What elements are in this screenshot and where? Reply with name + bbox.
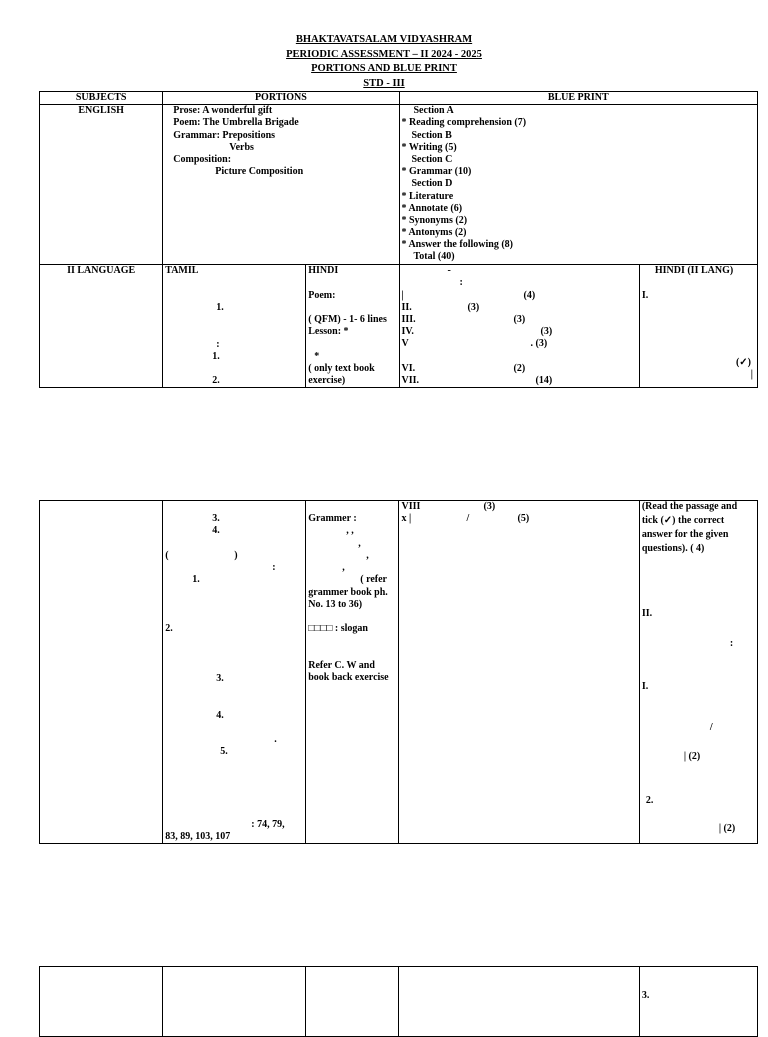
tamil-bp-r1-marks: (4) <box>523 289 536 301</box>
tamil-portions-cont <box>163 501 306 844</box>
english-row <box>40 105 758 264</box>
portions-table-3 <box>39 966 758 1037</box>
portions-header: PORTIONS <box>163 92 399 105</box>
tamil-bp-r2: II. <box>401 301 412 313</box>
tamil-bp-r6-marks: (2) <box>513 362 526 374</box>
tamil-n1: 1. <box>216 301 224 313</box>
portions-table-1 <box>39 91 758 388</box>
prose-portion: Prose: A wonderful gift <box>173 105 273 117</box>
tamil-dot: . <box>274 734 277 745</box>
hindi-only-text: ( only text book <box>308 362 375 374</box>
antonyms: * Antonyms (2) <box>401 227 467 239</box>
tamil-open-paren: ( <box>165 550 169 561</box>
tamil-item-3: 3. <box>216 673 224 684</box>
tamil-bp-dash: - <box>447 264 451 276</box>
section-d: Section D <box>411 178 453 190</box>
english-blueprint <box>399 105 758 264</box>
hindi-lesson: Lesson: * <box>308 325 349 337</box>
tamil-bp-r7: VII. <box>401 374 420 386</box>
continuation-row <box>40 501 758 844</box>
hindi-page-range: No. 13 to 36) <box>308 599 363 610</box>
section-a: Section A <box>413 105 454 117</box>
tamil-label: TAMIL <box>165 264 199 276</box>
composition-portion: Composition: <box>173 153 232 165</box>
synonyms: * Synonyms (2) <box>401 214 468 226</box>
hindi-blueprint-cont-2 <box>639 967 757 1037</box>
poem-portion: Poem: The Umbrella Brigade <box>173 117 299 129</box>
hindi-label: HINDI <box>308 264 339 276</box>
hindi-bp-colon: : <box>729 638 734 649</box>
hindi-bp-marks-a: | (2) <box>683 751 701 762</box>
empty-cell-2 <box>163 967 306 1037</box>
table-header-row <box>40 92 758 105</box>
hindi-exercise: exercise) <box>308 374 346 386</box>
tamil-close-paren: ) <box>234 550 238 561</box>
picture-composition: Picture Composition <box>215 166 304 178</box>
tamil-bp-r2-marks: (3) <box>467 301 480 313</box>
empty-subject-cell <box>40 501 163 844</box>
annotate: * Annotate (6) <box>401 202 463 214</box>
hindi-refer-cw: Refer C. W and <box>308 660 375 671</box>
tamil-item-5: 5. <box>220 746 228 757</box>
tamil-item-1: 1. <box>192 574 200 585</box>
tamil-bp-r7-marks: (14) <box>535 374 553 386</box>
hindi-bp-marks-b: | (2) <box>718 823 736 834</box>
english-subject: ENGLISH <box>40 105 163 264</box>
subjects-header: SUBJECTS <box>40 92 163 105</box>
tamil-item-4: 4. <box>216 710 224 721</box>
hindi-bp-n2: 2. <box>645 795 654 806</box>
hindi-blueprint <box>639 264 757 387</box>
hindi-blueprint-cont <box>639 501 757 844</box>
hindi-bp-bar: | <box>750 368 753 380</box>
hindi-read-3: answer for the given <box>641 529 729 540</box>
section-b: Section B <box>411 129 452 141</box>
blueprint-header: BLUE PRINT <box>399 92 758 105</box>
hindi-read-1: (Read the passage and <box>641 501 738 512</box>
tamil-pages: : 74, 79, <box>251 819 285 830</box>
tamil-bp-r8-marks: (3) <box>483 501 496 512</box>
tamil-bp-r9: x | <box>401 513 412 524</box>
verbs-portion: Verbs <box>229 141 254 153</box>
empty-cell-4 <box>399 967 639 1037</box>
hindi-commas-1: , , <box>346 525 354 536</box>
language-subject: II LANGUAGE <box>40 264 163 387</box>
grammar-portion: Grammar: Prepositions <box>173 129 276 141</box>
empty-cell-3 <box>306 967 399 1037</box>
tamil-n1b: 1. <box>212 350 220 362</box>
english-portions <box>163 105 399 264</box>
hindi-portions <box>306 264 399 387</box>
tamil-bp-r9-marks: (5) <box>517 513 530 524</box>
tamil-bp-r6: VI. <box>401 362 416 374</box>
hindi-slogan: □□□□ : slogan <box>308 623 368 634</box>
tamil-pages-2: 83, 89, 103, 107 <box>165 831 231 842</box>
hindi-bp-tick: (✓) <box>735 356 751 368</box>
grammar-marks: * Grammar (10) <box>401 166 472 178</box>
section-c: Section C <box>411 153 453 165</box>
hindi-bp-r2: II. <box>641 608 653 619</box>
hindi-bp-slash: / <box>709 722 713 733</box>
empty-cell-1 <box>40 967 163 1037</box>
tamil-n3: 3. <box>212 513 220 524</box>
hindi-poem: Poem: <box>308 289 336 301</box>
reading-comprehension: * Reading comprehension (7) <box>401 117 527 129</box>
tamil-blueprint <box>399 264 639 387</box>
tamil-bp-r1: | <box>401 289 404 301</box>
hindi-portions-cont <box>306 501 399 844</box>
answer-following: * Answer the following (8) <box>401 239 513 251</box>
hindi-refer: ( refer <box>360 574 387 585</box>
hindi-qfm: ( QFM) - 1- 6 lines <box>308 313 387 325</box>
tamil-bp-r5-marks: . (3) <box>530 337 548 349</box>
hindi-bp-i1: I. <box>641 681 649 692</box>
tamil-colon: : <box>216 338 220 350</box>
tamil-blueprint-cont <box>399 501 639 844</box>
hindi-grammar-book: grammer book ph. <box>308 587 388 598</box>
document-subtitle: PORTIONS AND BLUE PRINT <box>311 63 457 74</box>
hindi-star: * <box>314 350 320 362</box>
hindi-bp-n3: 3. <box>641 990 650 1001</box>
tamil-bp-r8: VIII <box>401 501 421 512</box>
tamil-bp-r5: V <box>401 337 409 349</box>
portions-table-2 <box>39 500 758 844</box>
hindi-read-4: questions). ( 4) <box>641 543 705 554</box>
tamil-bp-colon: : <box>459 276 463 288</box>
tamil-n4: 4. <box>212 525 220 536</box>
tamil-bp-r9-slash: / <box>466 513 470 524</box>
hindi-grammar: Grammer : <box>308 513 357 524</box>
hindi-comma-2: , <box>358 538 361 549</box>
tamil-colon-2: : <box>272 562 276 573</box>
tamil-bp-r3: III. <box>401 313 416 325</box>
tamil-item-2: 2. <box>165 623 173 634</box>
writing: * Writing (5) <box>401 141 457 153</box>
language-row <box>40 264 758 387</box>
partial-row <box>40 967 758 1037</box>
tamil-bp-r4-marks: (3) <box>540 325 553 337</box>
hindi-bp-label: HINDI (II LANG) <box>654 264 734 276</box>
hindi-comma-4: , <box>342 562 345 573</box>
document-header <box>0 33 768 91</box>
tamil-bp-r3-marks: (3) <box>513 313 526 325</box>
tamil-bp-r4: IV. <box>401 325 414 337</box>
hindi-bp-r1: I. <box>641 289 649 301</box>
standard-label: STD - III <box>363 77 405 89</box>
total: Total (40) <box>413 251 455 263</box>
hindi-book-back: book back exercise <box>308 672 389 683</box>
hindi-comma-3: , <box>366 550 369 561</box>
literature: * Literature <box>401 190 454 202</box>
tamil-portions <box>163 264 306 387</box>
hindi-read-2: tick (✓) the correct <box>641 515 725 526</box>
school-name: BHAKTAVATSALAM VIDYASHRAM <box>295 34 473 45</box>
exam-title: PERIODIC ASSESSMENT – II 2024 - 2025 <box>286 48 482 60</box>
tamil-n2: 2. <box>212 374 220 386</box>
